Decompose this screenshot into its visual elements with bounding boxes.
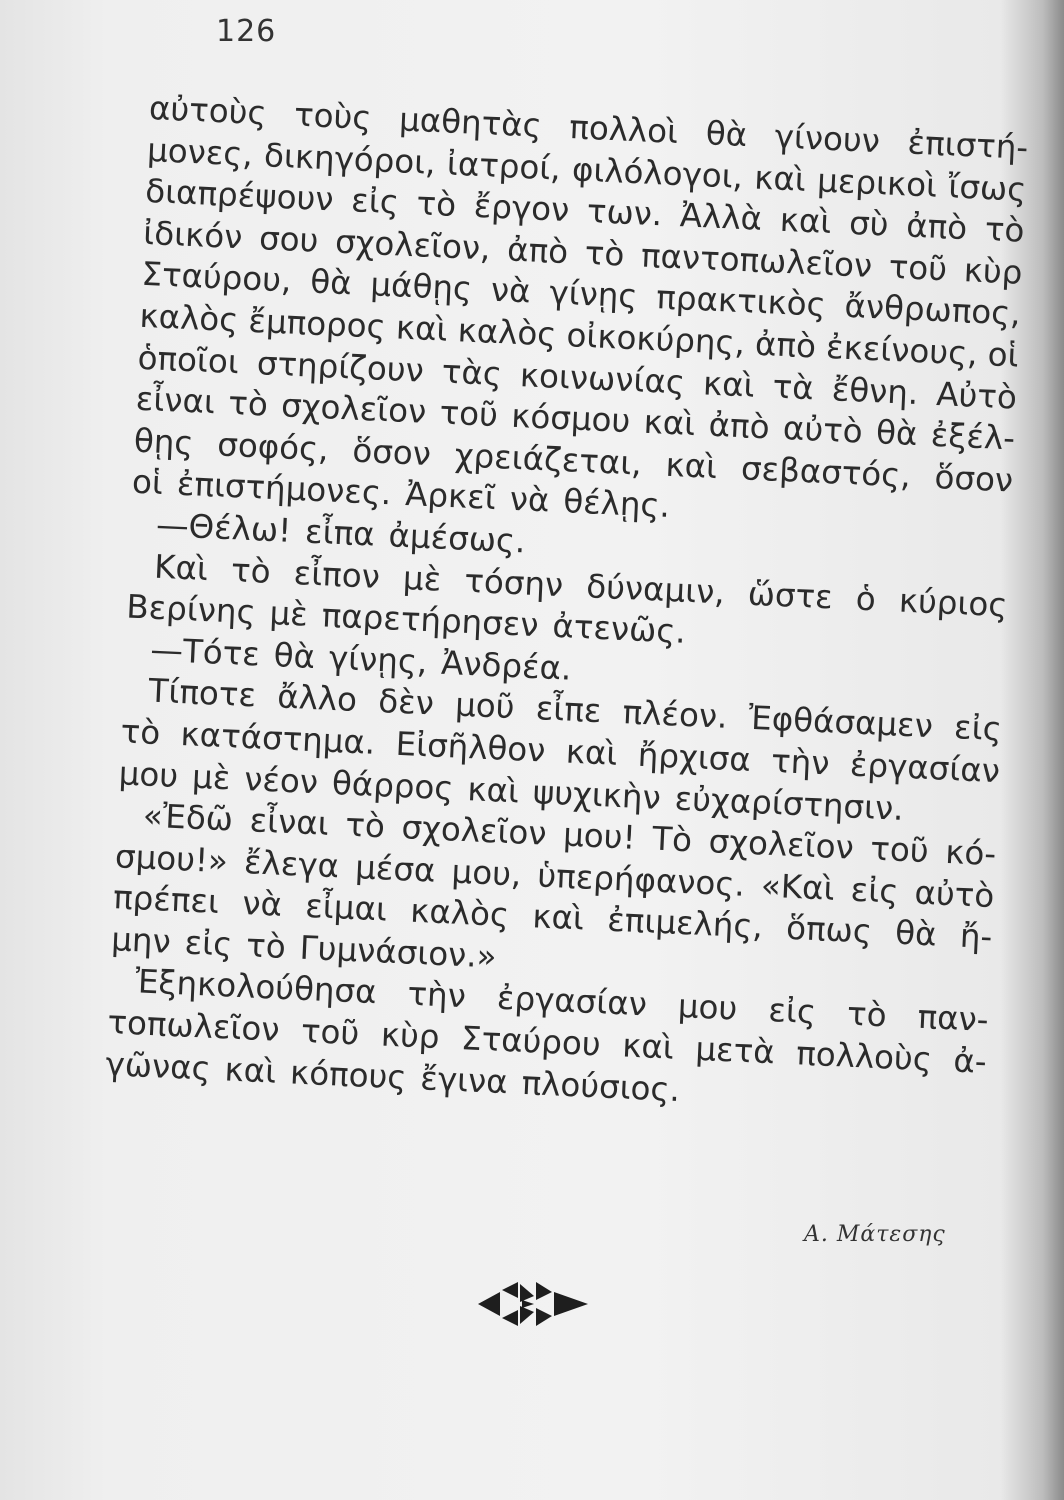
text-word: ἐργασίαν bbox=[496, 979, 648, 1024]
text-word: τὸ bbox=[584, 233, 626, 274]
text-word: Ἀλλὰ bbox=[679, 196, 763, 239]
text-word: κόπους bbox=[289, 1053, 408, 1097]
text-word: καλὸς bbox=[456, 311, 558, 354]
diamond-ornament-icon bbox=[478, 1282, 588, 1326]
text-word: Ἐφθάσαμεν bbox=[747, 699, 934, 746]
text-word: νέον bbox=[243, 759, 319, 801]
text-word: ἐπιμελής, bbox=[606, 900, 764, 946]
text-word: ἀπὸ bbox=[754, 324, 817, 366]
text-word: τοῦ bbox=[869, 829, 930, 871]
text-word: σου bbox=[258, 218, 320, 260]
text-word: σχολεῖον bbox=[400, 808, 548, 853]
author-signature: Α. Μάτεσης bbox=[804, 1222, 946, 1247]
text-word: καὶ bbox=[466, 769, 520, 810]
text-word: τὸ bbox=[846, 995, 888, 1035]
text-word: μάθῃς bbox=[369, 265, 473, 309]
text-word: τόσην bbox=[463, 561, 565, 604]
text-word: νὰ bbox=[508, 480, 551, 520]
text-word: ἐργασίαν bbox=[849, 745, 1001, 791]
text-word: ἴσως bbox=[947, 166, 1028, 209]
body-text bbox=[105, 88, 1029, 1125]
text-word: τὸ bbox=[984, 210, 1026, 250]
text-word: τὸ bbox=[119, 712, 162, 753]
text-word: ἀπὸ bbox=[506, 230, 569, 271]
text-word: εἶναι bbox=[248, 801, 330, 843]
text-word: τὸ bbox=[415, 184, 457, 225]
text-word: ἀτενῶς. bbox=[551, 606, 687, 651]
text-word: τὸ bbox=[245, 926, 287, 966]
text-word: μὲ bbox=[402, 558, 443, 599]
text-word: εἶπον bbox=[292, 553, 381, 596]
text-word: ἔλεγα bbox=[243, 842, 340, 886]
text-word: τοπωλεῖον bbox=[106, 1003, 281, 1049]
text-word: σεβαστός, bbox=[740, 448, 912, 495]
text-word: θὰ bbox=[704, 114, 748, 155]
text-word: παντοπωλεῖον bbox=[640, 236, 873, 285]
text-word: ἀμέσως. bbox=[387, 516, 527, 561]
text-word: ὥστε bbox=[747, 574, 834, 617]
text-word: φιλόλογοι, bbox=[571, 149, 744, 196]
text-word: ἀπὸ bbox=[905, 206, 969, 248]
text-word: τὸ bbox=[227, 384, 269, 424]
text-word: καὶ bbox=[664, 445, 718, 486]
text-word: πολλοὶ bbox=[568, 108, 679, 151]
text-word: γίνῃς bbox=[548, 273, 639, 316]
text-word: νὰ bbox=[490, 271, 532, 311]
text-word: καλὸς bbox=[409, 891, 510, 935]
text-word: στηρίζουν bbox=[256, 343, 425, 390]
text-word: «Καὶ bbox=[760, 866, 836, 908]
text-word: θάρρος bbox=[331, 763, 455, 807]
text-word: θέλῃς. bbox=[562, 482, 671, 526]
text-word: Γυμνάσιον.» bbox=[298, 928, 498, 976]
text-word: ψυχικὴν bbox=[532, 772, 662, 817]
text-word: εἰς bbox=[183, 923, 234, 964]
text-word: γῶνας bbox=[104, 1044, 212, 1088]
text-word: πρακτικὸς bbox=[655, 278, 827, 325]
text-word: αὐτὸ bbox=[913, 873, 996, 915]
text-word: παρετήρησεν bbox=[320, 596, 540, 645]
text-word: θὰ bbox=[272, 635, 316, 676]
text-word: καὶ bbox=[779, 200, 833, 242]
text-word: ὑπερήφανος. bbox=[536, 856, 746, 904]
text-word: εἶπα bbox=[304, 512, 376, 554]
text-word: μην bbox=[110, 920, 172, 961]
text-word: τοῦ bbox=[300, 1011, 361, 1053]
text-word: μετὰ bbox=[694, 1029, 776, 1072]
text-word: Ἐξηκολούθησα bbox=[134, 962, 378, 1012]
text-word: τὸ bbox=[230, 550, 272, 591]
text-word: αὐτὸ bbox=[782, 409, 864, 451]
text-word: πολλοὺς bbox=[795, 1034, 933, 1079]
text-word: ἄνθρωπος, bbox=[843, 287, 1022, 334]
text-word: νὰ bbox=[241, 884, 283, 925]
text-word: εἶμαι bbox=[304, 887, 388, 929]
text-word: τοῦ bbox=[888, 247, 948, 289]
text-word: πλέον. bbox=[621, 693, 729, 737]
text-word: τὸ bbox=[344, 805, 386, 846]
text-word: παν- bbox=[916, 998, 990, 1040]
text-word: τοῦ bbox=[438, 393, 499, 435]
text-word: καὶ bbox=[531, 897, 585, 938]
text-word: ἐπιστήμονες. bbox=[176, 464, 393, 513]
text-word: κὺρ bbox=[963, 250, 1024, 292]
text-word: δύναμιν, bbox=[585, 566, 726, 612]
text-word: «Ἐδῶ bbox=[142, 796, 234, 839]
text-word: εἰς bbox=[350, 181, 400, 222]
text-word: Καὶ bbox=[153, 547, 209, 588]
text-word: ἔθνη. bbox=[830, 369, 920, 412]
text-word: Αὐτὸ bbox=[935, 374, 1018, 417]
text-word: Βερίνης bbox=[125, 587, 257, 632]
text-word: ὅσον bbox=[933, 457, 1014, 500]
text-word: σχολεῖον, bbox=[334, 222, 492, 268]
text-word: χρειάζεται, bbox=[454, 435, 643, 483]
text-word: πρέπει bbox=[112, 878, 220, 922]
text-word: καὶ bbox=[395, 308, 449, 349]
text-word: κὺρ bbox=[380, 1015, 441, 1057]
text-word: τοὺς bbox=[293, 95, 373, 138]
text-word: μέσα bbox=[354, 847, 437, 890]
text-word: Τίποτε bbox=[147, 671, 257, 715]
text-word: θὰ bbox=[875, 413, 919, 454]
text-word: πλούσιος. bbox=[520, 1063, 681, 1109]
text-word: κατάστημα. bbox=[179, 714, 377, 762]
text-word: ἔμπορος bbox=[247, 301, 387, 346]
text-word: τὴν bbox=[406, 975, 467, 1016]
text-word: των. bbox=[586, 192, 664, 234]
text-word: μου! bbox=[562, 815, 637, 857]
text-word: δικηγόροι, bbox=[263, 135, 437, 182]
text-word: καὶ bbox=[753, 158, 807, 199]
text-word: Ἀρκεῖ bbox=[404, 475, 497, 518]
text-word: δὲν bbox=[377, 682, 435, 723]
text-word: θὰ bbox=[309, 262, 353, 303]
text-word: καὶ bbox=[642, 402, 697, 444]
text-word: σχολεῖον bbox=[707, 822, 855, 867]
text-word: καλὸς bbox=[138, 296, 240, 340]
text-word: σχολεῖον bbox=[280, 386, 428, 432]
page-number: 126 bbox=[216, 14, 277, 49]
text-word: ἔργον bbox=[473, 187, 571, 230]
text-word: εὐχαρίστησιν. bbox=[673, 779, 905, 828]
text-word: μὲ bbox=[268, 594, 309, 634]
text-word: ἀ- bbox=[952, 1041, 988, 1081]
text-word: εἶπε bbox=[534, 689, 603, 731]
text-word: —Θέλω! bbox=[155, 505, 293, 550]
text-word: θῃς bbox=[133, 421, 195, 463]
text-word: Σταύρου bbox=[460, 1019, 602, 1064]
text-word: ὅσον bbox=[351, 431, 432, 473]
text-word: ἐξέλ- bbox=[929, 415, 1016, 458]
text-word: ἰατροί, bbox=[446, 144, 562, 188]
text-word: τὰς bbox=[441, 352, 503, 393]
text-word: μερικοὶ bbox=[816, 160, 938, 205]
text-word: μὲ bbox=[191, 757, 232, 797]
text-word: ἐκείνους, bbox=[825, 327, 979, 373]
text-word: μαθητὰς bbox=[398, 100, 543, 145]
text-word: ὅπως bbox=[785, 909, 873, 951]
text-word: ἔγινα bbox=[419, 1058, 509, 1101]
text-word: σοφός, bbox=[216, 425, 330, 469]
text-word: ὁ bbox=[855, 579, 877, 618]
text-word: μου bbox=[118, 753, 180, 795]
text-word: αὐτοὺς bbox=[148, 88, 268, 133]
text-word: —Τότε bbox=[149, 630, 261, 674]
text-word: σὺ bbox=[848, 204, 890, 244]
text-word: οἱ bbox=[986, 335, 1020, 375]
text-word: οἱ bbox=[131, 462, 164, 503]
text-word: τὰ bbox=[771, 367, 815, 407]
text-word: μοῦ bbox=[454, 685, 516, 727]
text-word: ἄλλο bbox=[276, 677, 358, 720]
text-word: ἀπὸ bbox=[707, 405, 771, 447]
text-word: τὴν bbox=[770, 741, 831, 783]
text-word: ἤρχισα bbox=[637, 735, 752, 779]
text-word: ἤ- bbox=[959, 916, 994, 957]
text-word: καὶ bbox=[621, 1026, 675, 1067]
text-word: γίνῃς, bbox=[328, 638, 429, 681]
text-word: γίνουν bbox=[773, 117, 881, 161]
text-word: καὶ bbox=[565, 732, 619, 773]
text-word: εἶναι bbox=[135, 379, 216, 422]
text-word: Ἀνδρέα. bbox=[440, 643, 573, 688]
text-word: θὰ bbox=[894, 913, 938, 954]
text-word: οἰκοκύρης, bbox=[565, 316, 746, 363]
text-word: ἐπιστή- bbox=[906, 123, 1030, 167]
text-word: Σταύρου, bbox=[140, 255, 293, 300]
text-word: ὁποῖοι bbox=[136, 338, 240, 381]
text-word: εἰς bbox=[849, 870, 900, 911]
text-word: ἰδικόν bbox=[142, 213, 244, 257]
text-word: Τὸ bbox=[651, 819, 693, 860]
text-word: μου bbox=[677, 987, 739, 1029]
text-word: καὶ bbox=[702, 363, 756, 405]
text-word: μου, bbox=[450, 852, 523, 894]
text-word: διαπρέψουν bbox=[144, 172, 335, 219]
text-word: Εἰσῆλθον bbox=[394, 724, 547, 770]
text-word: κύριος bbox=[898, 581, 1009, 624]
text-word: σμου!» bbox=[114, 836, 229, 880]
text-word: κόσμου bbox=[510, 396, 632, 441]
text-word: κοινωνίας bbox=[519, 355, 686, 402]
text-word: κό- bbox=[944, 832, 997, 874]
text-word: μονες, bbox=[146, 130, 254, 174]
text-word: καὶ bbox=[223, 1050, 278, 1091]
text-word: εἰς bbox=[767, 991, 817, 1032]
text-word: εἰς bbox=[953, 708, 1003, 749]
